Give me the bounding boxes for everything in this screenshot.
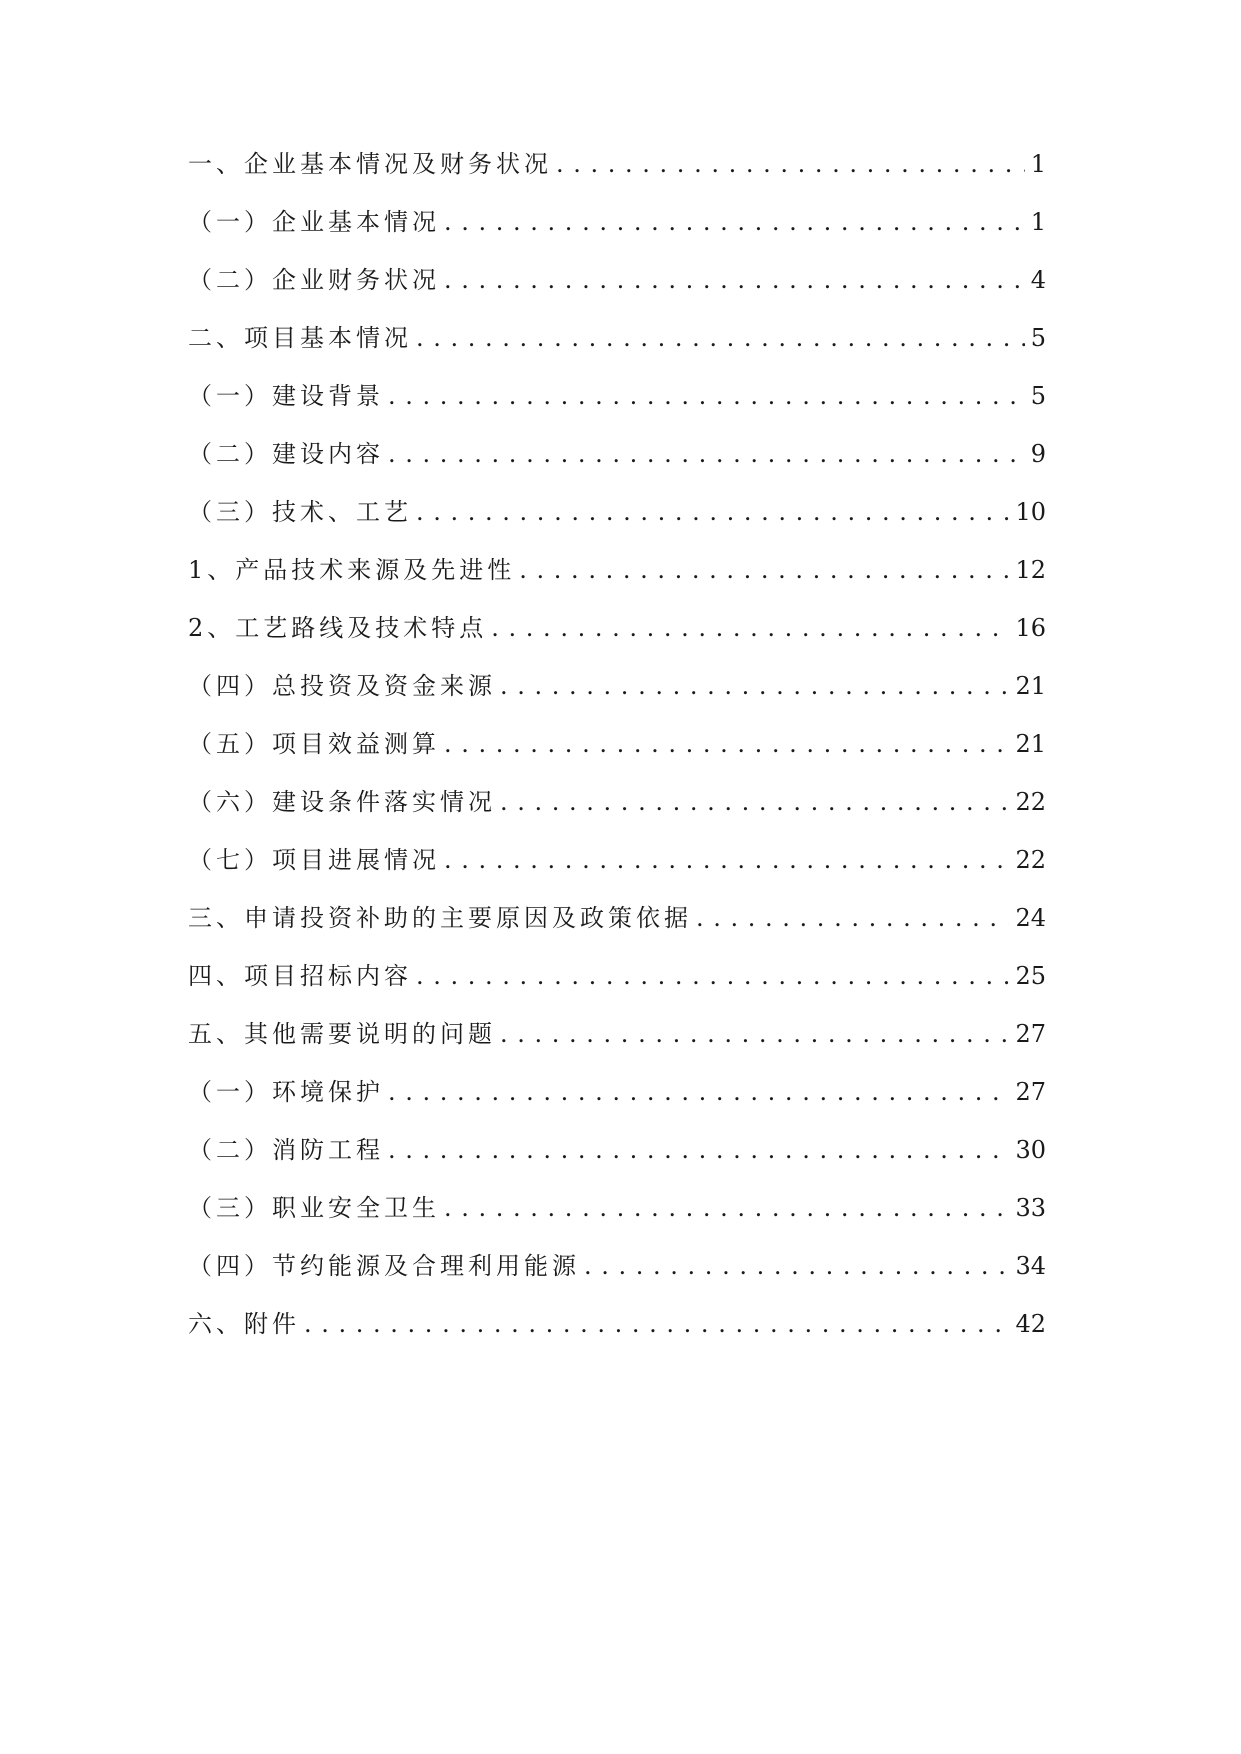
toc-entry[interactable] <box>188 318 1046 358</box>
dot-leader <box>500 1014 1009 1054</box>
toc-entry-page: 5 <box>1030 382 1046 410</box>
dot-leader <box>696 898 1009 938</box>
toc-entry-label: 一、企业基本情况及财务状况 <box>188 150 552 178</box>
toc-entry[interactable] <box>188 492 1046 532</box>
toc-entry-page: 22 <box>1015 788 1046 816</box>
dot-leader <box>444 260 1025 300</box>
dot-leader <box>500 782 1009 822</box>
toc-entry-label: （一）企业基本情况 <box>188 208 440 236</box>
toc-entry-page: 27 <box>1015 1078 1046 1106</box>
toc-entry-page: 30 <box>1015 1136 1046 1164</box>
toc-entry[interactable] <box>188 956 1046 996</box>
toc-entry-label: （二）建设内容 <box>188 440 384 468</box>
toc-entry-label: 二、项目基本情况 <box>188 324 412 352</box>
toc-entry-label: （七）项目进展情况 <box>188 846 440 874</box>
toc-entry[interactable] <box>188 724 1046 764</box>
toc-entry-label: （一）建设背景 <box>188 382 384 410</box>
toc-entry-label: （四）节约能源及合理利用能源 <box>188 1252 580 1280</box>
toc-entry-label: 五、其他需要说明的问题 <box>188 1020 496 1048</box>
toc-entry-label: （三）职业安全卫生 <box>188 1194 440 1222</box>
dot-leader <box>500 666 1009 706</box>
toc-entry-label: 四、项目招标内容 <box>188 962 412 990</box>
dot-leader <box>444 840 1009 880</box>
toc-entry-page: 34 <box>1015 1252 1046 1280</box>
dot-leader <box>416 318 1025 358</box>
toc-entry[interactable] <box>188 666 1046 706</box>
toc-entry-page: 33 <box>1015 1194 1046 1222</box>
dot-leader <box>388 1072 1009 1112</box>
toc-entry-page: 21 <box>1015 672 1046 700</box>
dot-leader <box>444 1188 1009 1228</box>
toc-entry-page: 42 <box>1015 1310 1046 1338</box>
toc-entry[interactable] <box>188 1014 1046 1054</box>
dot-leader <box>416 492 1009 532</box>
toc-entry-page: 16 <box>1015 614 1046 642</box>
toc-entry-label: （二）消防工程 <box>188 1136 384 1164</box>
toc-entry-label: 三、申请投资补助的主要原因及政策依据 <box>188 904 692 932</box>
dot-leader <box>556 144 1025 184</box>
dot-leader <box>491 608 1009 648</box>
toc-entry[interactable] <box>188 550 1046 590</box>
toc-entry-page: 25 <box>1015 962 1046 990</box>
toc-entry-page: 12 <box>1015 556 1046 584</box>
toc-entry-label: （三）技术、工艺 <box>188 498 412 526</box>
toc-entry[interactable] <box>188 1188 1046 1228</box>
toc-entry-page: 24 <box>1015 904 1046 932</box>
toc-entry[interactable] <box>188 1130 1046 1170</box>
toc-entry-label: 2、工艺路线及技术特点 <box>188 614 488 642</box>
toc-entry-label: 1、产品技术来源及先进性 <box>188 556 516 584</box>
toc-entry[interactable] <box>188 260 1046 300</box>
toc-entry[interactable] <box>188 608 1046 648</box>
toc-entry-label: （一）环境保护 <box>188 1078 384 1106</box>
toc-entry-page: 1 <box>1030 150 1046 178</box>
toc-entry[interactable] <box>188 782 1046 822</box>
toc-entry-label: （四）总投资及资金来源 <box>188 672 496 700</box>
toc-entry[interactable] <box>188 144 1046 184</box>
toc-entry[interactable] <box>188 840 1046 880</box>
toc-entry[interactable] <box>188 434 1046 474</box>
dot-leader <box>444 202 1025 242</box>
toc-entry[interactable] <box>188 1246 1046 1286</box>
toc-entry-page: 27 <box>1015 1020 1046 1048</box>
toc-entry[interactable] <box>188 1304 1046 1344</box>
dot-leader <box>584 1246 1009 1286</box>
dot-leader <box>304 1304 1009 1344</box>
toc-entry[interactable] <box>188 1072 1046 1112</box>
toc-entry-page: 5 <box>1030 324 1046 352</box>
dot-leader <box>388 434 1025 474</box>
toc-entry-page: 21 <box>1015 730 1046 758</box>
toc-entry-page: 1 <box>1030 208 1046 236</box>
toc-entry[interactable] <box>188 202 1046 242</box>
toc-entry-page: 10 <box>1015 498 1046 526</box>
dot-leader <box>388 1130 1009 1170</box>
dot-leader <box>519 550 1009 590</box>
toc-entry-label: （二）企业财务状况 <box>188 266 440 294</box>
toc-entry-page: 4 <box>1030 266 1046 294</box>
toc-entry-label: 六、附件 <box>188 1310 300 1338</box>
toc-entry-label: （五）项目效益测算 <box>188 730 440 758</box>
toc-entry[interactable] <box>188 898 1046 938</box>
toc-entry-page: 9 <box>1030 440 1046 468</box>
toc-entry-label: （六）建设条件落实情况 <box>188 788 496 816</box>
dot-leader <box>444 724 1009 764</box>
dot-leader <box>416 956 1009 996</box>
toc-entry[interactable] <box>188 376 1046 416</box>
toc-entry-page: 22 <box>1015 846 1046 874</box>
dot-leader <box>388 376 1025 416</box>
